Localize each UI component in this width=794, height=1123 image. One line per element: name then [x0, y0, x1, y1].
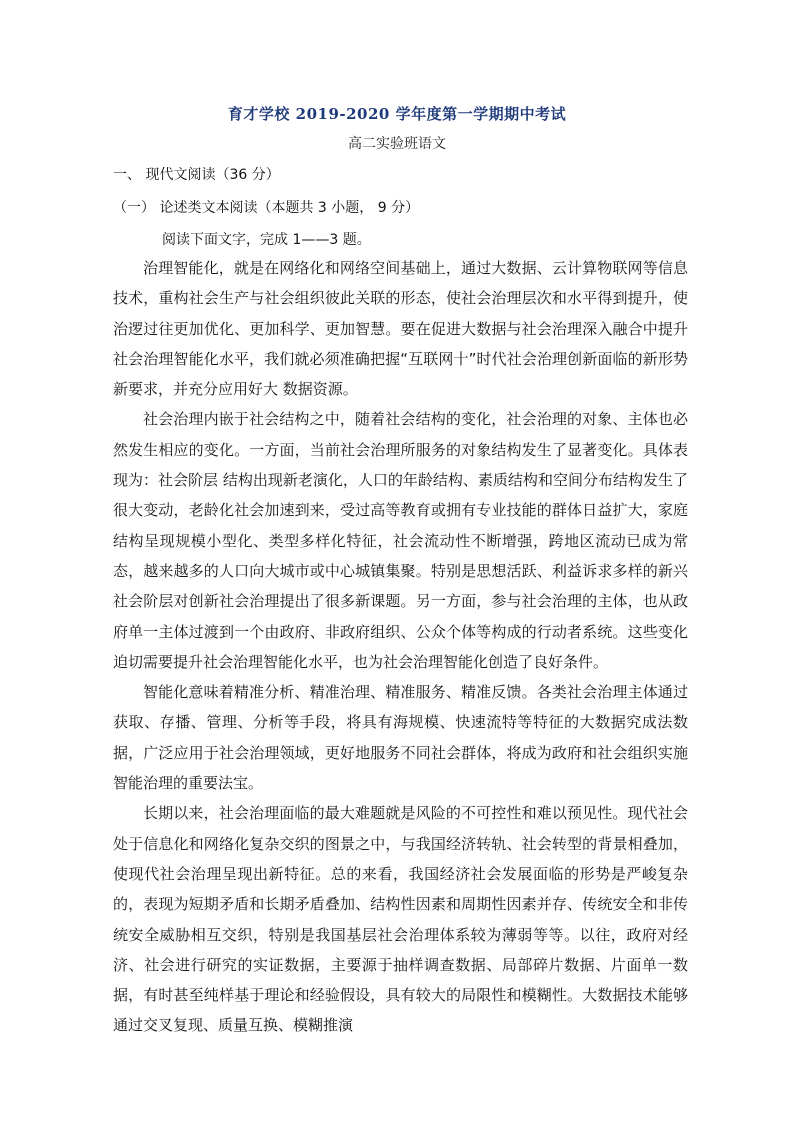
- subsection-one-heading: （一） 论述类文本阅读（本题共 3 小题， 9 分）: [113, 200, 420, 216]
- paragraph-4: 长期以来，社会治理面临的最大难题就是风险的不可控性和难以预见性。现代社会处于信息化和网络化复杂交织的图景之中，与我国经济转轨、社会转型的背景相叠加，使现代社会治理呈现出新特征。总的来看，我国经济社会发展面临的形势是严峻复杂的，表现为短期矛盾和长期矛盾叠加、结构性因素和周期性因素并存、传统安全和非传统安全威胁相互交织，特别是我国基层社会治理体系较为薄弱等等。以往，政府对经济、社会进行研究的实证数据，主要源于抽样调查数据、局部碎片数据、片面单一数据，有时甚至纯样基于理论和经验假设，具有较大的局限性和模糊性。大数据技术能够通过交叉复现、质量互换、模糊推演: [113, 804, 688, 1035]
- paragraph-3: 智能化意味着精准分析、精准治理、精准服务、精准反馈。各类社会治理主体通过获取、存播、管理、分析等手段，将具有海规模、快速流特等特征的大数据究成法数据，广泛应用于社会治理领域，更好地服务不同社会群体，将成为政府和社会组织实施智能治理的重要法宝。: [113, 683, 688, 793]
- article-body: [113, 253, 688, 1041]
- exam-subtitle: 高二实验班语文: [348, 136, 446, 152]
- reading-instruction: 阅读下面文字，完成 1——3 题。: [162, 232, 371, 248]
- section-one-heading: 一、 现代文阅读（36 分）: [113, 167, 280, 183]
- paragraph-2: 社会治理内嵌于社会结构之中，随着社会结构的变化，社会治理的对象、主体也必然发生相应的变化。一方面，当前社会治理所服务的对象结构发生了显著变化。具体表现为：社会阶层 结构出现新老演化，人口的年龄结构、素质结构和空间分布结构发生了很大变动，老龄化社会加速到来，受过高等教育或拥有专业技能的群体日益扩大，家庭结构呈现规模小型化、类型多样化特征，社会流动性不断增强，跨地区流动已成为常态，越来越多的人口向大城市或中心城镇集聚。特别是思想活跃、利益诉求多样的新兴社会阶层对创新社会治理提出了很多新课题。另一方面，参与社会治理的主体，也从政府单一主体过渡到一个由政府、非政府组织、公众个体等构成的行动者系统。这些变化迫切需要提升社会治理智能化水平，也为社会治理智能化创造了良好条件。: [113, 410, 688, 671]
- paragraph-1: 治理智能化，就是在网络化和网络空间基础上，通过大数据、云计算物联网等信息技术，重构社会生产与社会组织彼此关联的形态，使社会治理层次和水平得到提升，使治逻过往更加优化、更加科学、更加智慧。要在促进大数据与社会治理深入融合中提升社会治理智能化水平，我们就必须准确把握“互联网十”时代社会治理创新面临的新形势新要求，并充分应用好大 数据资源。: [113, 259, 688, 399]
- exam-title: 育才学校 2019-2020 学年度第一学期期中考试: [227, 105, 567, 123]
